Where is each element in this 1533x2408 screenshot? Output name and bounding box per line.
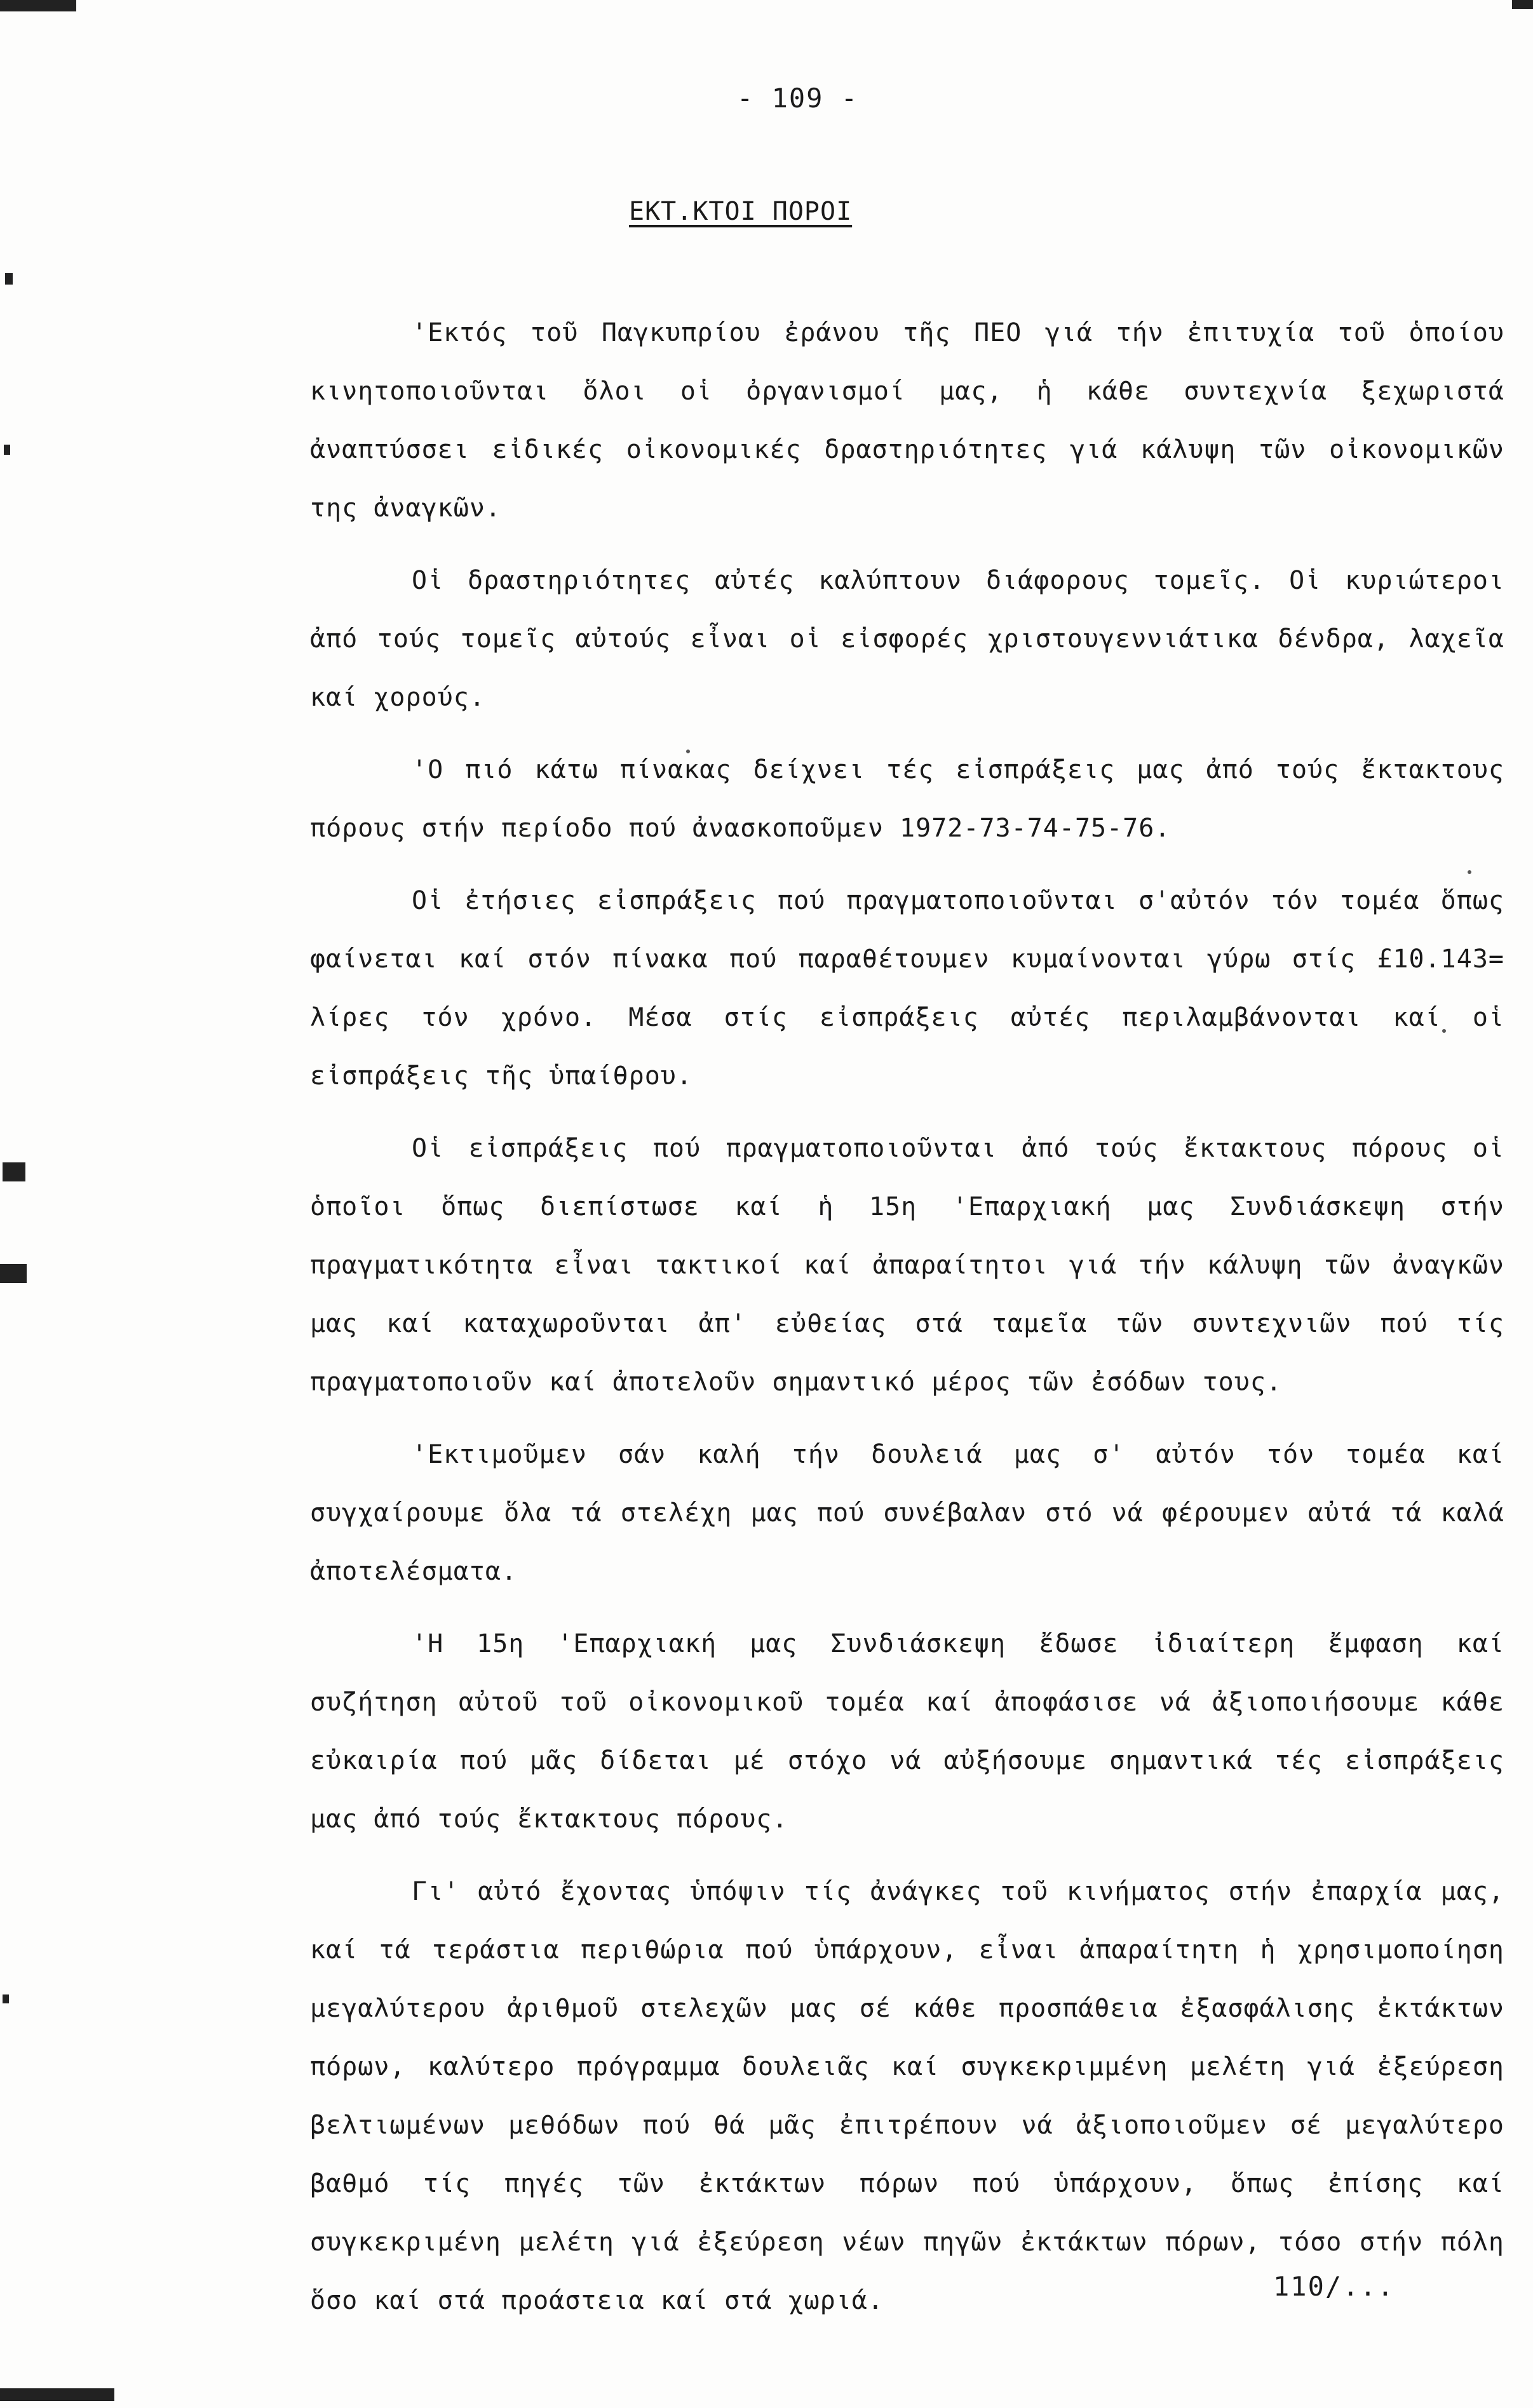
body-text	[310, 304, 1504, 2330]
paragraph: Οἱ εἰσπράξεις πού πραγματοποιοῦνται ἀπό τούς ἔκτακτους πόρους οἱ ὁποῖοι ὅπως διεπίστωσε καί ἡ 15η 'Επαρχιακή μας Συνδιάσκεψη στήν πραγματικότητα εἶναι τακτικοί καί ἀπαραίτητοι γιά τήν κάλυψη τῶν ἀναγκῶν μας καί καταχωροῦνται ἀπ' εὐθείας στά ταμεῖα τῶν συντεχνιῶν πού τίς πραγματοποιοῦν καί ἀποτελοῦν σημαντικό μέρος τῶν ἐσόδων τους.	[310, 1134, 1504, 1397]
paragraph: 'Η 15η 'Επαρχιακή μας Συνδιάσκεψη ἔδωσε ἰδιαίτερη ἔμφαση καί συζήτηση αὐτοῦ τοῦ οἰκονομικοῦ τομέα καί ἀποφάσισε νά ἀξιοποιήσουμε κάθε εὐκαιρία πού μᾶς δίδεται μέ στόχο νά αὐξήσουμε σημαντικά τές εἰσπράξεις μας ἀπό τούς ἔκτακτους πόρους.	[310, 1629, 1504, 1834]
page-number: - 109 -	[737, 83, 859, 114]
scan-margin-mark	[0, 1264, 27, 1283]
paragraph: Γι' αὐτό ἔχοντας ὑπόψιν τίς ἀνάγκες τοῦ κινήματος στήν ἐπαρχία μας, καί τά τεράστια περιθώρια πού ὑπάρχουν, εἶναι ἀπαραίτητη ἡ χρησιμοποίηση μεγαλύτερου ἀριθμοῦ στελεχῶν μας σέ κάθε προσπάθεια ἐξασφάλισης ἐκτάκτων πόρων, καλύτερο πρόγραμμα δουλειᾶς καί συγκεκριμμένη μελέτη γιά ἐξεύρεση βελτιωμένων μεθόδων πού θά μᾶς ἐπιτρέπουν νά ἀξιοποιοῦμεν σέ μεγαλύτερο βαθμό τίς πηγές τῶν ἐκτάκτων πόρων πού ὑπάρχουν, ὅπως ἐπίσης καί συγκεκριμένη μελέτη γιά ἐξεύρεση νέων πηγῶν ἐκτάκτων πόρων, τόσο στήν πόλη ὅσο καί στά προάστεια καί στά χωριά.	[310, 1877, 1504, 2315]
scan-margin-mark	[3, 1162, 25, 1181]
scan-margin-mark	[5, 273, 13, 285]
paragraph: 'Ο πιό κάτω πίνακας δείχνει τές εἰσπράξεις μας ἀπό τούς ἔκτακτους πόρους στήν περίοδο πού ἀνασκοποῦμεν 1972-73-74-75-76.	[310, 755, 1504, 843]
paragraph: Οἱ δραστηριότητες αὐτές καλύπτουν διάφορους τομεῖς. Οἱ κυριώτεροι ἀπό τούς τομεῖς αὐτούς εἶναι οἱ εἰσφορές χριστουγεννιάτικα δένδρα, λαχεῖα καί χορούς.	[310, 566, 1504, 712]
section-heading: ΕΚΤ.ΚΤΟΙ ΠΟΡΟΙ	[629, 197, 853, 226]
paragraph: 'Εκτιμοῦμεν σάν καλή τήν δουλειά μας σ' αὐτόν τόν τομέα καί συγχαίρουμε ὅλα τά στελέχη μας πού συνέβαλαν στό νά φέρουμεν αὐτά τά καλά ἀποτελέσματα.	[310, 1440, 1504, 1586]
paragraph: Οἱ ἐτήσιες εἰσπράξεις πού πραγματοποιοῦνται σ'αὐτόν τόν τομέα ὅπως φαίνεται καί στόν πίνακα πού παραθέτουμεν κυμαίνονται γύρω στίς £10.143= λίρες τόν χρόνο. Μέσα στίς εἰσπράξεις αὐτές περιλαμβάνονται καί οἱ εἰσπράξεις τῆς ὑπαίθρου.	[310, 886, 1504, 1091]
scan-margin-mark	[4, 445, 10, 455]
scan-margin-mark	[0, 0, 76, 11]
continuation-ref: 110/...	[1273, 2271, 1395, 2302]
paragraph: 'Εκτός τοῦ Παγκυπρίου ἐράνου τῆς ΠΕΟ γιά τήν ἐπιτυχία τοῦ ὁποίου κινητοποιοῦνται ὅλοι οἱ ὀργανισμοί μας, ἡ κάθε συντεχνία ξεχωριστά ἀναπτύσσει εἰδικές οἰκονομικές δραστηριότητες γιά κάλυψη τῶν οἰκονομικῶν της ἀναγκῶν.	[310, 318, 1504, 523]
scan-margin-mark	[3, 1994, 9, 2003]
scan-margin-mark	[0, 2388, 114, 2401]
scan-margin-mark	[1512, 0, 1533, 9]
